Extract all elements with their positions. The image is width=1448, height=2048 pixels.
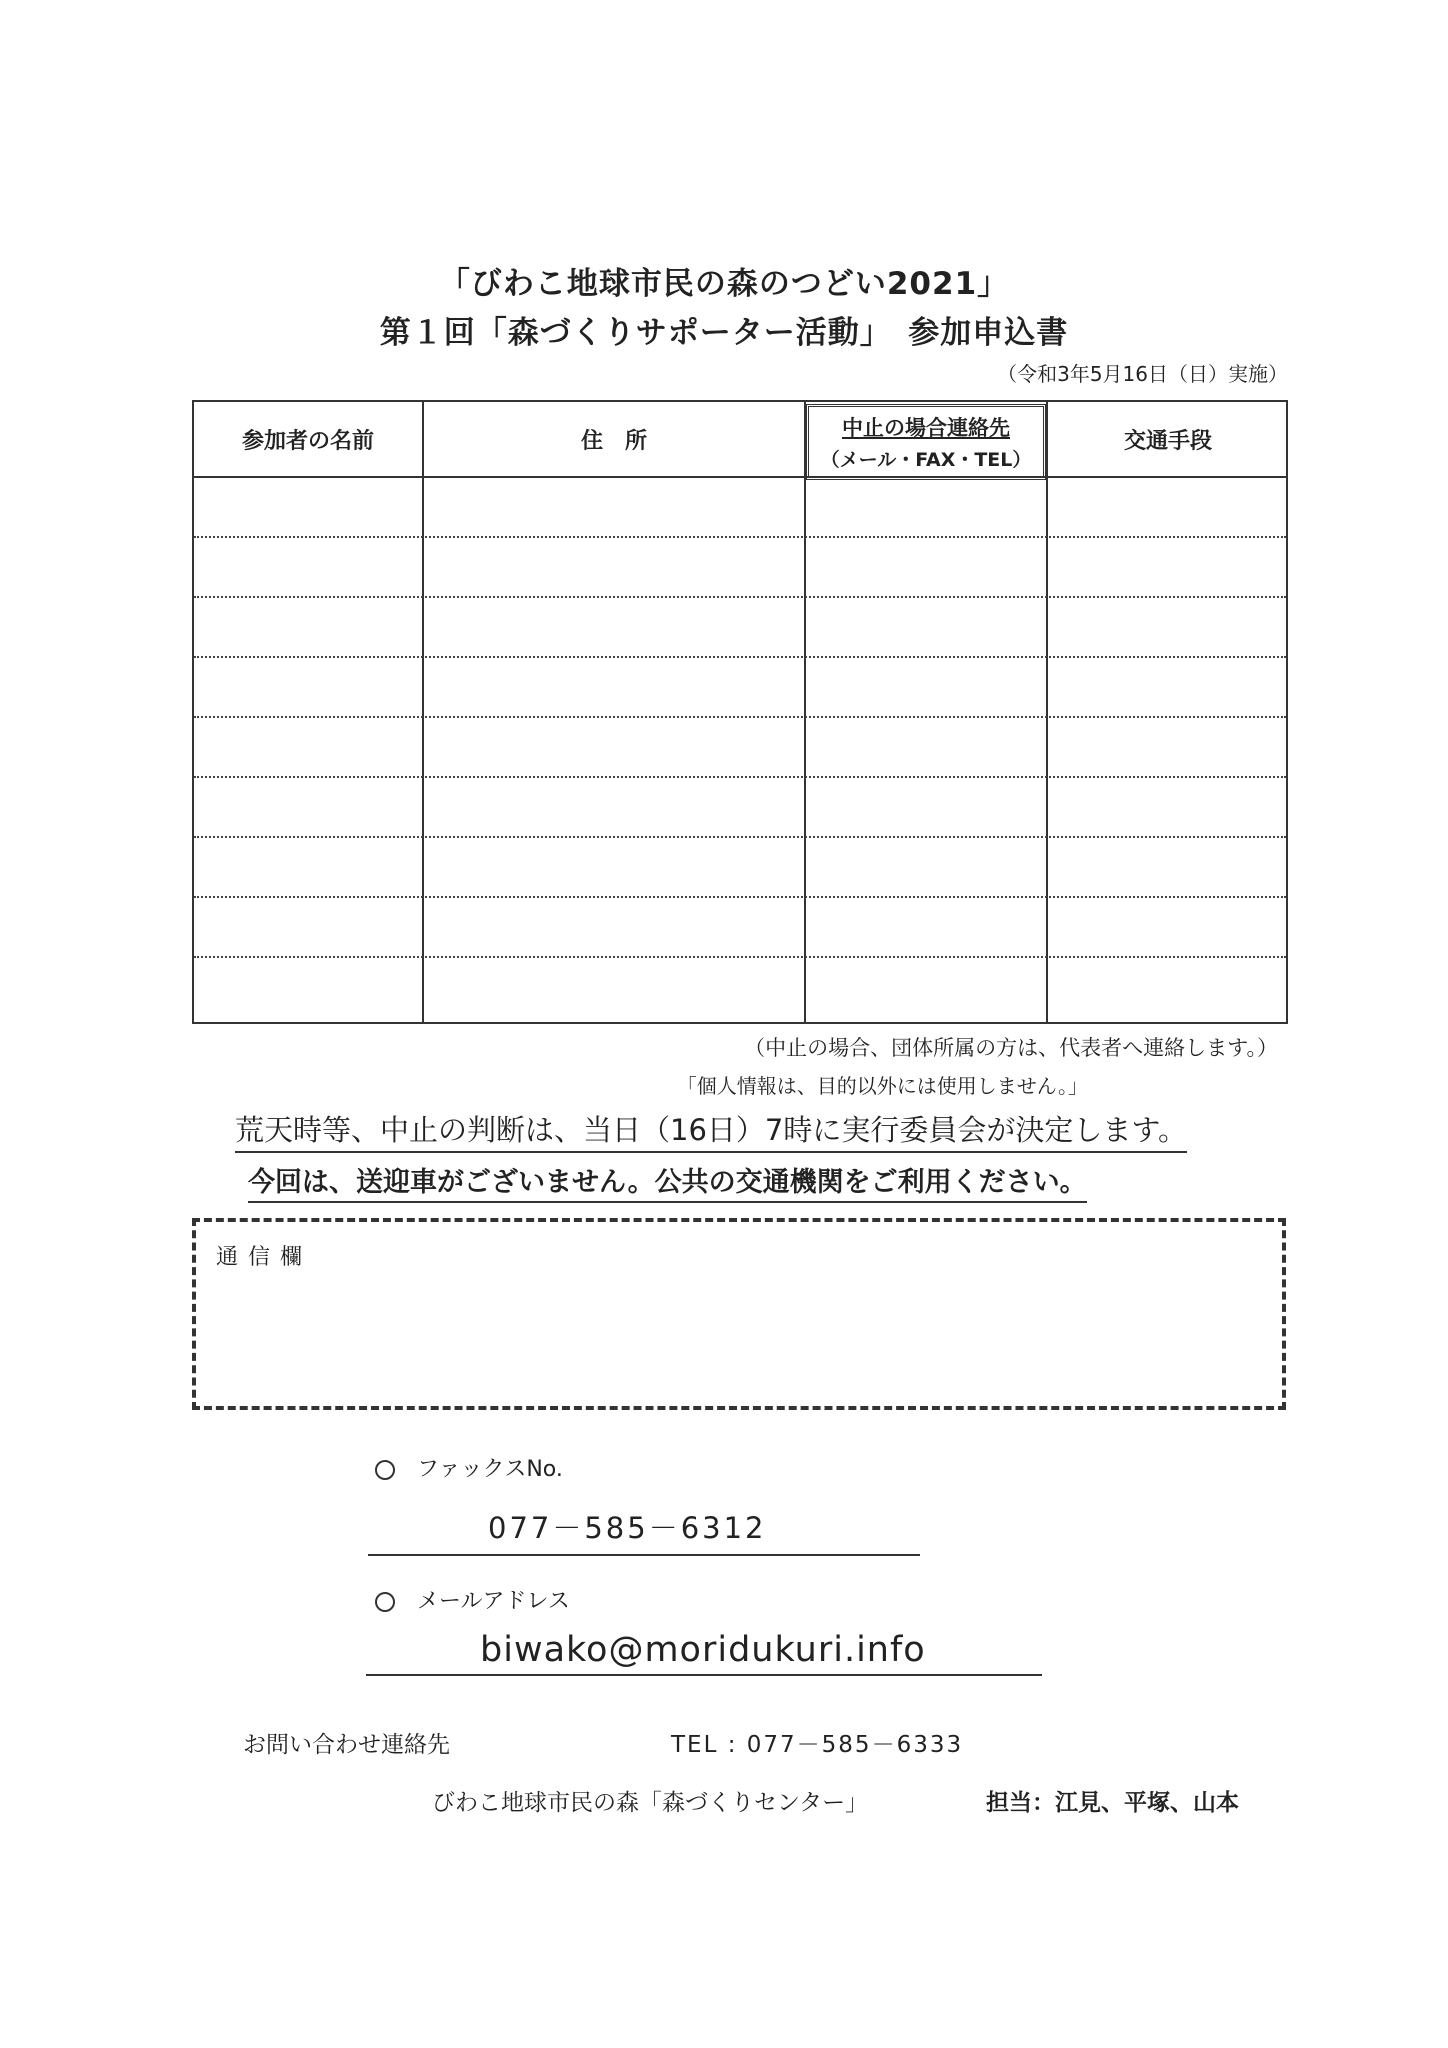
title-line1: 「びわこ地球市民の森のつどい2021」: [438, 266, 1010, 302]
note-cancellation: （中止の場合、団体所属の方は、代表者へ連絡します。）: [744, 1036, 1278, 1060]
inquiry-label: お問い合わせ連絡先: [243, 1732, 450, 1758]
row-divider: [194, 596, 1286, 598]
row-divider: [194, 536, 1286, 538]
mail-label-row: [375, 1584, 570, 1615]
center-name: びわこ地球市民の森「森づくりセンター」: [432, 1790, 869, 1816]
row-divider: [194, 956, 1286, 958]
row-divider: [194, 776, 1286, 778]
row-divider: [194, 656, 1286, 658]
application-table: [192, 400, 1288, 1024]
contact-header-methods: （メール・FAX・TEL）: [820, 449, 1032, 471]
staff-names: 担当：江見、平塚、山本: [986, 1790, 1239, 1816]
circle-bullet-icon: [375, 1592, 395, 1612]
memo-box: [192, 1218, 1286, 1410]
row-divider: [194, 896, 1286, 898]
event-date: （令和3年5月16日（日）実施）: [997, 362, 1288, 386]
note-privacy: 「個人情報は、目的以外には使用しません。」: [676, 1074, 1088, 1098]
mail-underline: [366, 1674, 1042, 1676]
email-address: biwako@moridukuri.info: [480, 1630, 926, 1670]
circle-bullet-icon: [375, 1460, 395, 1480]
row-divider: [194, 716, 1286, 718]
memo-label: 通信欄: [216, 1245, 313, 1270]
row-divider: [194, 836, 1286, 838]
warning-weather: 荒天時等、中止の判断は、当日（16日）7時に実行委員会が決定します。: [235, 1108, 1187, 1153]
title-line2: 第１回「森づくりサポーター活動」 参加申込書: [379, 315, 1069, 351]
warning-no-shuttle: 今回は、送迎車がございません。公共の交通機関をご利用ください。: [248, 1160, 1087, 1203]
mail-label: メールアドレス: [417, 1589, 570, 1614]
contact-header-title: 中止の場合連絡先: [842, 416, 1010, 440]
col-header-name: 参加者の名前: [241, 428, 374, 454]
inquiry-tel: TEL : 077－585－6333: [671, 1732, 964, 1758]
col-header-address: 住 所: [580, 428, 647, 454]
col-header-contact: [806, 404, 1046, 480]
fax-underline: [368, 1554, 920, 1556]
col-header-transport: 交通手段: [1123, 428, 1212, 454]
fax-number: 077－585－6312: [488, 1511, 767, 1545]
fax-label-row: [375, 1452, 563, 1483]
fax-label: ファックスNo.: [417, 1457, 563, 1482]
